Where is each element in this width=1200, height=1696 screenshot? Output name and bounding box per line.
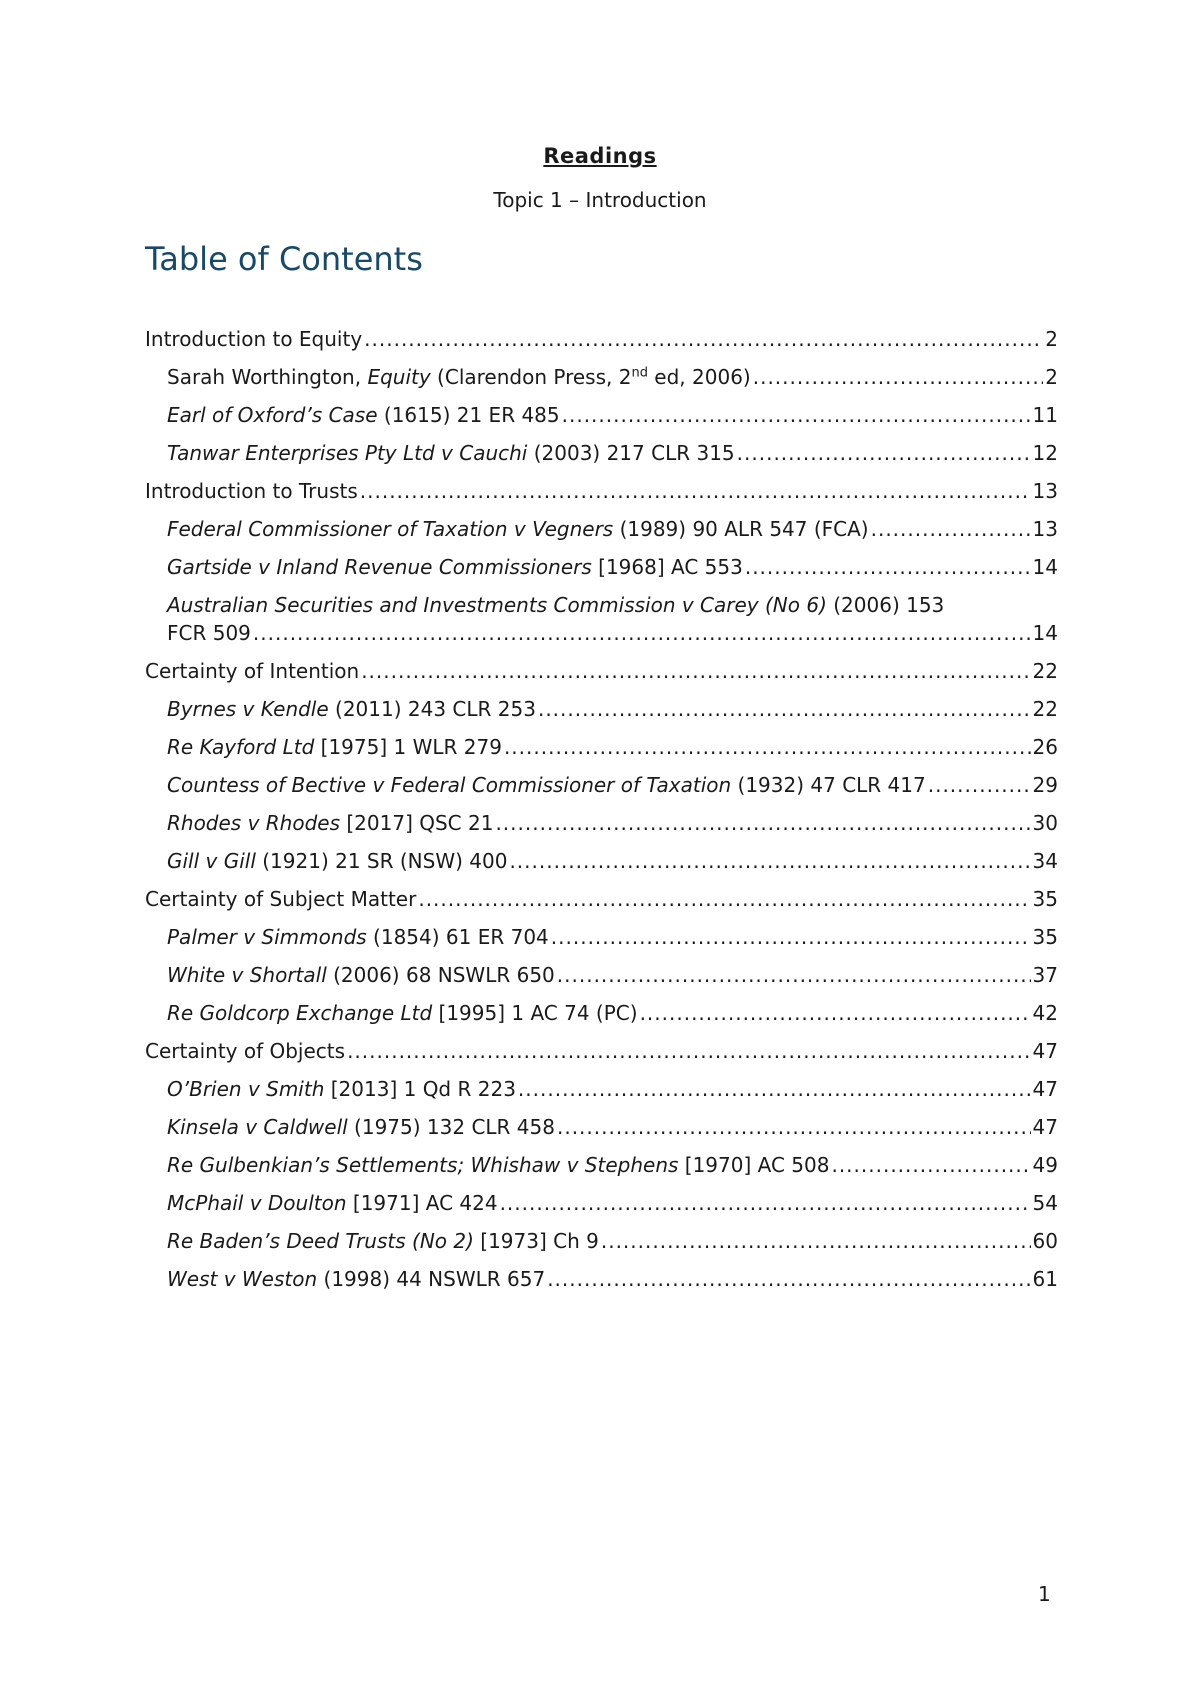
toc-case-entry[interactable] <box>145 1151 1058 1179</box>
toc-entry-text <box>167 1075 516 1103</box>
toc-case-entry[interactable] <box>145 553 1058 581</box>
toc-entry-line <box>145 657 1058 685</box>
toc-section-entry[interactable] <box>145 1037 1058 1065</box>
toc-entry-author: Sarah Worthington, <box>167 365 368 389</box>
toc-entry-line <box>167 619 1058 647</box>
toc-section-entry[interactable] <box>145 657 1058 685</box>
toc-page-number: 35 <box>1032 887 1058 911</box>
toc-leader-dots <box>504 733 1031 761</box>
toc-leader-dots <box>495 809 1030 837</box>
toc-entry-case-name: Kinsela v Caldwell <box>167 1115 348 1139</box>
toc-page-number: 54 <box>1032 1191 1058 1215</box>
toc-leader-dots <box>361 657 1030 685</box>
toc-page-number: 42 <box>1032 1001 1058 1025</box>
toc-entry-citation: FCR 509 <box>167 621 251 645</box>
toc-page-number: 14 <box>1032 555 1058 579</box>
toc-entry-text <box>167 923 549 951</box>
toc-entry-text <box>167 809 493 837</box>
toc-entry-citation: ed, 2006) <box>647 365 751 389</box>
toc-entry-text <box>167 733 502 761</box>
toc-entry-text <box>167 999 638 1027</box>
toc-page-number: 34 <box>1032 849 1058 873</box>
toc-leader-dots <box>557 961 1031 989</box>
toc-case-entry[interactable] <box>145 733 1058 761</box>
toc-case-entry[interactable] <box>145 439 1058 467</box>
toc-leader-dots <box>509 847 1030 875</box>
toc-page-number: 26 <box>1032 735 1058 759</box>
toc-entry-case-name: Re Kayford Ltd <box>167 735 315 759</box>
toc-case-entry[interactable] <box>145 1227 1058 1255</box>
toc-leader-dots <box>538 695 1031 723</box>
toc-leader-dots <box>737 439 1031 467</box>
toc-entry-citation: [1975] 1 WLR 279 <box>314 735 502 759</box>
toc-page-number: 2 <box>1045 327 1058 351</box>
toc-entry-title: Certainty of Subject Matter <box>145 887 417 911</box>
toc-case-entry[interactable] <box>145 401 1058 429</box>
toc-page-number: 12 <box>1032 441 1058 465</box>
toc-entry-text <box>167 439 735 467</box>
toc-leader-dots <box>928 771 1031 799</box>
toc-entry-case-name: Australian Securities and Investments Commission v Carey (No 6) <box>167 593 827 617</box>
toc-entry-text <box>167 619 251 647</box>
toc-entry-text <box>167 771 926 799</box>
toc-case-entry[interactable] <box>145 809 1058 837</box>
toc-leader-dots <box>745 553 1031 581</box>
toc-leader-dots <box>253 619 1031 647</box>
toc-entry-text <box>167 515 869 543</box>
toc-entry-text <box>167 401 560 429</box>
toc-entry-text <box>145 1037 345 1065</box>
toc-entry-case-name: Countess of Bective v Federal Commissioner of Taxation <box>167 773 732 797</box>
toc-entry-case-name: White v Shortall <box>167 963 327 987</box>
toc-entry-text <box>167 1189 498 1217</box>
toc-page-number: 60 <box>1032 1229 1058 1253</box>
toc-entry-case-name: Re Baden’s Deed Trusts (No 2) <box>167 1229 474 1253</box>
toc-entry-case-name: Equity <box>367 365 431 389</box>
toc-entry-text <box>167 847 507 875</box>
toc-entry-superscript: nd <box>631 365 648 381</box>
toc-page-number: 14 <box>1032 621 1058 645</box>
toc-leader-dots <box>562 401 1031 429</box>
toc-entry-case-name: O’Brien v Smith <box>167 1077 325 1101</box>
toc-entry-line <box>145 325 1058 353</box>
toc-entry-citation: [1971] AC 424 <box>346 1191 498 1215</box>
toc-entry-case-name: Tanwar Enterprises Pty Ltd v Cauchi <box>167 441 528 465</box>
toc-entry-text <box>167 961 555 989</box>
toc-case-entry[interactable] <box>145 999 1058 1027</box>
toc-entry-case-name: West v Weston <box>167 1267 318 1291</box>
toc-entry-line <box>167 923 1058 951</box>
toc-case-entry[interactable] <box>145 363 1058 391</box>
toc-entry-citation: (2011) 243 CLR 253 <box>328 697 536 721</box>
toc-entry-citation: [2013] 1 Qd R 223 <box>324 1077 516 1101</box>
toc-heading: Table of Contents <box>145 240 423 278</box>
toc-page-number: 30 <box>1032 811 1058 835</box>
toc-leader-dots <box>360 477 1031 505</box>
toc-leader-dots <box>347 1037 1030 1065</box>
toc-entry-case-name: Earl of Oxford’s Case <box>167 403 378 427</box>
toc-entry-line <box>167 1113 1058 1141</box>
toc-entry-text <box>145 885 416 913</box>
toc-entry-citation: (1932) 47 CLR 417 <box>731 773 926 797</box>
toc-entry-citation: (Clarendon Press, 2 <box>430 365 632 389</box>
toc-entry-citation: (1989) 90 ALR 547 (FCA) <box>613 517 869 541</box>
toc-section-entry[interactable] <box>145 885 1058 913</box>
document-title: Readings <box>543 144 657 168</box>
toc-entry-citation: (2003) 217 CLR 315 <box>527 441 735 465</box>
toc-leader-dots <box>831 1151 1030 1179</box>
toc-leader-dots <box>871 515 1031 543</box>
toc-page-number: 29 <box>1032 773 1058 797</box>
toc-page-number: 61 <box>1032 1267 1058 1291</box>
toc-entry-line <box>145 477 1058 505</box>
toc-entry-case-name: McPhail v Doulton <box>167 1191 347 1215</box>
toc-entry-text <box>145 477 358 505</box>
toc-page-number: 47 <box>1032 1039 1058 1063</box>
toc-entry-text <box>167 695 536 723</box>
toc-leader-dots <box>364 325 1043 353</box>
toc-entry-citation: [2017] QSC 21 <box>340 811 494 835</box>
toc-leader-dots <box>418 885 1030 913</box>
toc-leader-dots <box>753 363 1044 391</box>
toc-entry-citation: (1998) 44 NSWLR 657 <box>317 1267 546 1291</box>
toc-entry-title: Introduction to Trusts <box>145 479 358 503</box>
toc-entry-text <box>167 363 751 391</box>
toc-entry-case-name: Gill v Gill <box>167 849 256 873</box>
toc-case-entry[interactable] <box>145 1189 1058 1217</box>
toc-entry-line <box>167 1227 1058 1255</box>
toc-entry-line <box>167 733 1058 761</box>
page-number: 1 <box>1038 1582 1051 1606</box>
toc-entry-line <box>167 1151 1058 1179</box>
toc-entry-text <box>167 553 743 581</box>
toc-entry-line <box>167 515 1058 543</box>
toc-entry-text <box>167 1265 545 1293</box>
toc-entry-case-name: Federal Commissioner of Taxation v Vegners <box>167 517 614 541</box>
toc-leader-dots <box>500 1189 1031 1217</box>
toc-page-number: 47 <box>1032 1077 1058 1101</box>
toc-case-entry[interactable] <box>145 923 1058 951</box>
toc-case-entry[interactable] <box>145 695 1058 723</box>
toc-entry-text <box>145 657 359 685</box>
toc-case-entry[interactable] <box>145 591 1058 647</box>
toc-entry-line <box>167 771 1058 799</box>
toc-entry-line <box>145 885 1058 913</box>
toc-entry-case-name: Gartside v Inland Revenue Commissioners <box>167 555 592 579</box>
toc-entry-line <box>167 401 1058 429</box>
toc-entry-line <box>167 591 1058 619</box>
toc-entry-line <box>167 1075 1058 1103</box>
toc-entry-line <box>167 961 1058 989</box>
toc-page-number: 13 <box>1032 517 1058 541</box>
table-of-contents <box>145 325 1058 1303</box>
toc-case-entry[interactable] <box>145 771 1058 799</box>
toc-entry-citation: (2006) 153 <box>826 593 945 617</box>
toc-entry-case-name: Rhodes v Rhodes <box>167 811 341 835</box>
toc-entry-line <box>167 553 1058 581</box>
toc-page-number: 35 <box>1032 925 1058 949</box>
toc-entry-citation: [1973] Ch 9 <box>473 1229 599 1253</box>
toc-entry-line <box>167 695 1058 723</box>
toc-entry-case-name: Palmer v Simmonds <box>167 925 367 949</box>
toc-leader-dots <box>547 1265 1030 1293</box>
toc-entry-line <box>167 847 1058 875</box>
toc-page-number: 22 <box>1032 659 1058 683</box>
toc-entry-title: Certainty of Intention <box>145 659 360 683</box>
toc-entry-title: Certainty of Objects <box>145 1039 346 1063</box>
toc-entry-line <box>167 809 1058 837</box>
toc-section-entry[interactable] <box>145 325 1058 353</box>
toc-entry-text <box>167 1113 555 1141</box>
toc-entry-text <box>167 1151 829 1179</box>
toc-entry-line <box>167 999 1058 1027</box>
toc-entry-citation: (1975) 132 CLR 458 <box>347 1115 555 1139</box>
toc-entry-line <box>167 363 1058 391</box>
toc-page-number: 49 <box>1032 1153 1058 1177</box>
document-subtitle: Topic 1 – Introduction <box>493 188 707 212</box>
toc-entry-title: Introduction to Equity <box>145 327 363 351</box>
toc-leader-dots <box>557 1113 1031 1141</box>
toc-page-number: 11 <box>1032 403 1058 427</box>
toc-case-entry[interactable] <box>145 1075 1058 1103</box>
toc-leader-dots <box>601 1227 1031 1255</box>
toc-page-number: 37 <box>1032 963 1058 987</box>
toc-entry-citation: (2006) 68 NSWLR 650 <box>326 963 555 987</box>
toc-entry-citation: [1995] 1 AC 74 (PC) <box>432 1001 638 1025</box>
toc-case-entry[interactable] <box>145 847 1058 875</box>
toc-entry-line <box>167 1189 1058 1217</box>
toc-entry-citation: [1970] AC 508 <box>678 1153 830 1177</box>
toc-leader-dots <box>518 1075 1031 1103</box>
toc-case-entry[interactable] <box>145 1265 1058 1293</box>
toc-leader-dots <box>640 999 1031 1027</box>
toc-case-entry[interactable] <box>145 1113 1058 1141</box>
toc-entry-citation: (1615) 21 ER 485 <box>377 403 560 427</box>
toc-entry-line <box>167 439 1058 467</box>
toc-entry-case-name: Re Goldcorp Exchange Ltd <box>167 1001 433 1025</box>
toc-page-number: 47 <box>1032 1115 1058 1139</box>
toc-leader-dots <box>551 923 1031 951</box>
toc-entry-case-name: Re Gulbenkian’s Settlements; Whishaw v Stephens <box>167 1153 679 1177</box>
toc-entry-citation: (1921) 21 SR (NSW) 400 <box>255 849 508 873</box>
toc-page-number: 2 <box>1045 365 1058 389</box>
toc-entry-text <box>167 1227 599 1255</box>
toc-entry-text <box>145 325 362 353</box>
toc-page-number: 13 <box>1032 479 1058 503</box>
toc-entry-case-name: Byrnes v Kendle <box>167 697 329 721</box>
toc-entry-line <box>167 1265 1058 1293</box>
toc-entry-citation: (1854) 61 ER 704 <box>366 925 549 949</box>
toc-entry-line <box>145 1037 1058 1065</box>
toc-case-entry[interactable] <box>145 961 1058 989</box>
toc-entry-citation: [1968] AC 553 <box>591 555 743 579</box>
toc-case-entry[interactable] <box>145 515 1058 543</box>
toc-section-entry[interactable] <box>145 477 1058 505</box>
toc-page-number: 22 <box>1032 697 1058 721</box>
